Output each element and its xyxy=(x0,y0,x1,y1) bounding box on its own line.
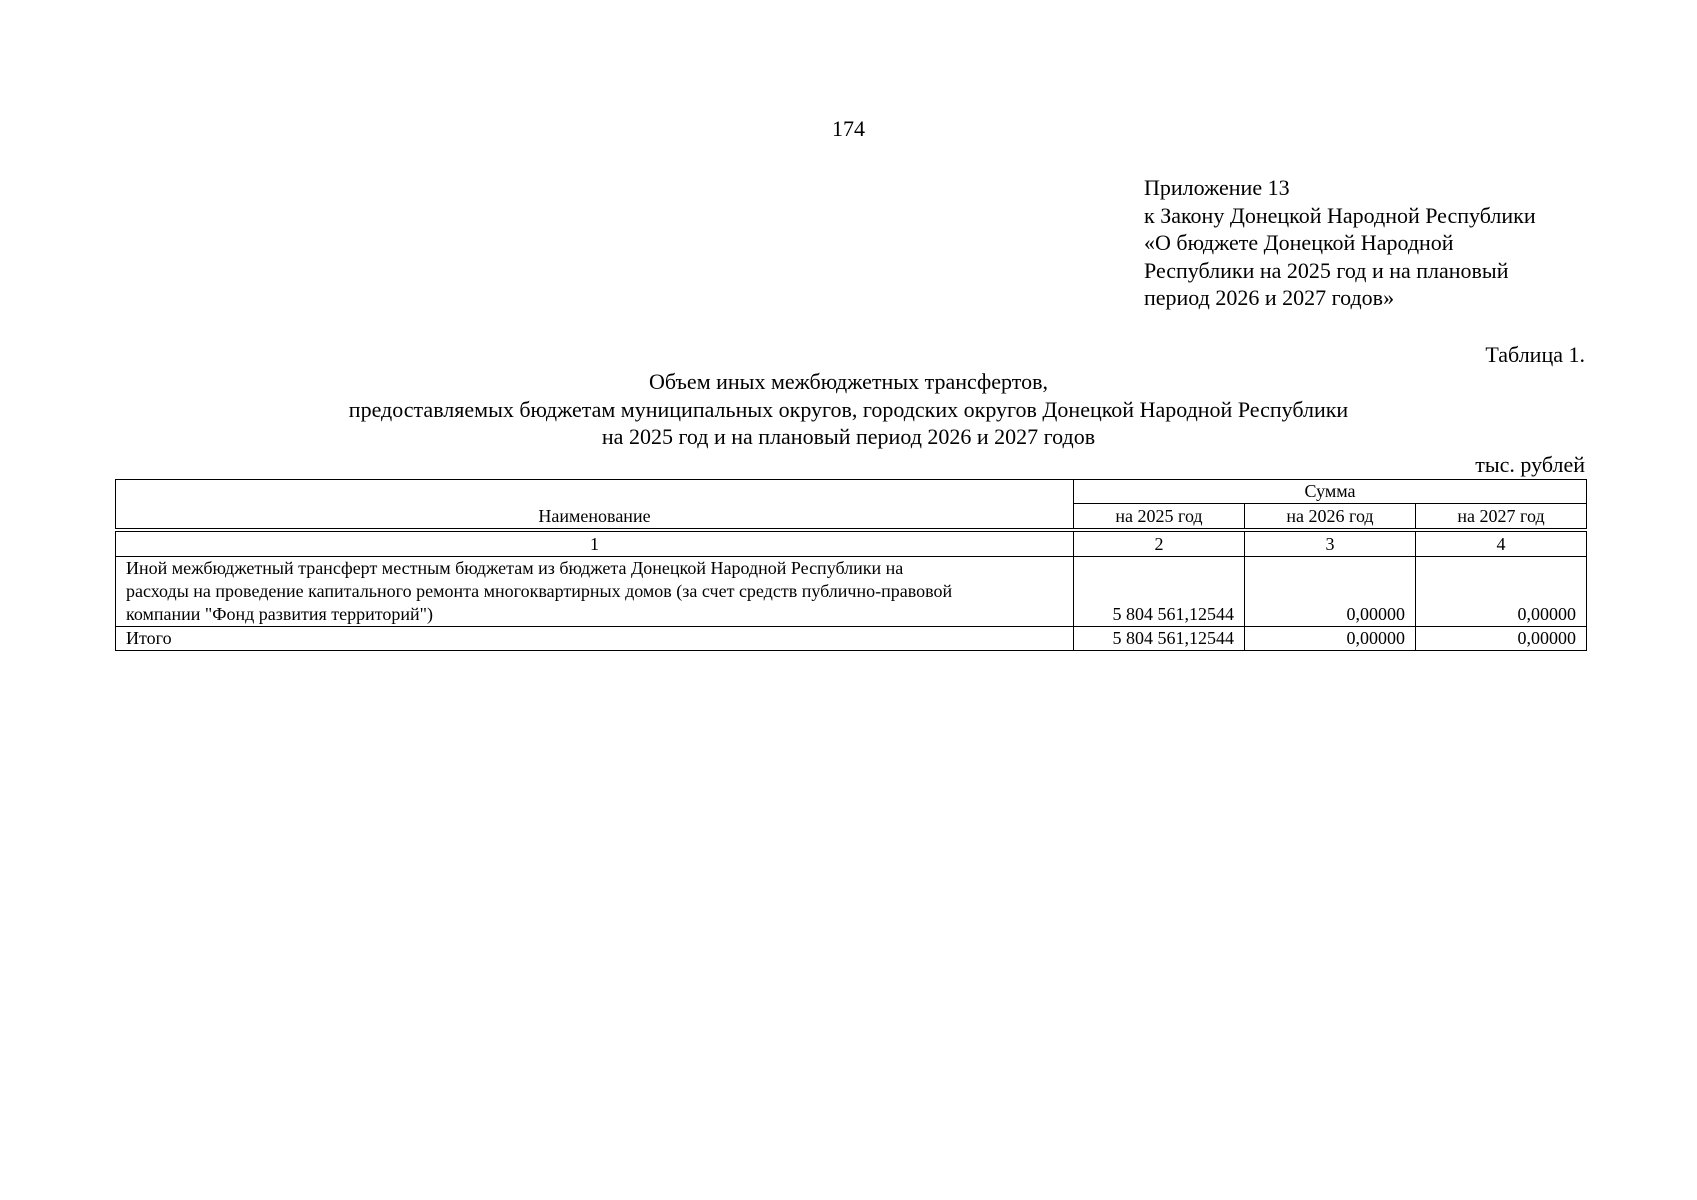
appendix-note xyxy=(1144,174,1614,312)
value-2026: 0,00000 xyxy=(1245,557,1416,627)
page-number: 174 xyxy=(832,116,865,141)
row-name-line: компании "Фонд развития территорий") xyxy=(126,604,433,624)
header-row xyxy=(116,480,1587,504)
name-column-header: Наименование xyxy=(116,480,1074,531)
title-line: на 2025 год и на плановый период 2026 и 2027 годов xyxy=(601,424,1096,449)
total-2026: 0,00000 xyxy=(1245,627,1416,651)
transfers-table xyxy=(115,479,1587,651)
sum-column-header: Сумма xyxy=(1074,480,1587,504)
total-2025: 5 804 561,12544 xyxy=(1074,627,1245,651)
column-index: 4 xyxy=(1416,530,1587,557)
row-name xyxy=(116,557,1074,627)
value-2025: 5 804 561,12544 xyxy=(1074,557,1245,627)
appendix-line: период 2026 и 2027 годов» xyxy=(1144,285,1395,310)
document-title xyxy=(0,368,1697,451)
title-line: Объем иных межбюджетных трансфертов, xyxy=(649,369,1048,394)
total-2027: 0,00000 xyxy=(1416,627,1587,651)
table-row xyxy=(116,557,1587,627)
column-index: 1 xyxy=(116,530,1074,557)
table-label: Таблица 1. xyxy=(1485,342,1585,367)
appendix-line: к Закону Донецкой Народной Республики xyxy=(1144,202,1536,228)
column-index: 3 xyxy=(1245,530,1416,557)
units-label: тыс. рублей xyxy=(1475,452,1585,477)
appendix-line: Приложение 13 xyxy=(1144,175,1290,200)
title-line: предоставляемых бюджетам муниципальных округов, городских округов Донецкой Народной Республики xyxy=(348,396,1349,422)
column-index-row xyxy=(116,530,1587,557)
column-index: 2 xyxy=(1074,530,1245,557)
appendix-line: «О бюджете Донецкой Народной xyxy=(1144,230,1454,255)
value-2027: 0,00000 xyxy=(1416,557,1587,627)
appendix-line: Республики на 2025 год и на плановый xyxy=(1144,257,1509,283)
year-header-2026: на 2026 год xyxy=(1245,504,1416,530)
row-name-line: расходы на проведение капитального ремонта многоквартирных домов (за счет средств публично-правовой xyxy=(126,581,953,601)
row-name: Итого xyxy=(116,627,1074,651)
year-header-2025: на 2025 год xyxy=(1074,504,1245,530)
year-header-2027: на 2027 год xyxy=(1416,504,1587,530)
row-name-line: Иной межбюджетный трансферт местным бюджетам из бюджета Донецкой Народной Республики на xyxy=(126,558,904,578)
total-row xyxy=(116,627,1587,651)
